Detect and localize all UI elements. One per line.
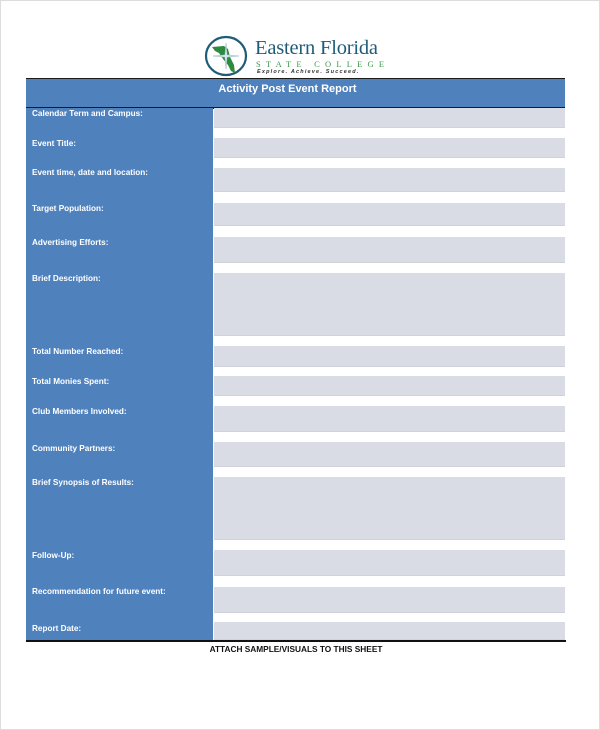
label-report-date: Report Date: bbox=[32, 624, 82, 633]
label-total-monies-spent: Total Monies Spent: bbox=[32, 377, 110, 386]
field-advertising-efforts[interactable] bbox=[214, 237, 565, 263]
label-event-time-location: Event time, date and location: bbox=[32, 168, 149, 177]
label-target-population: Target Population: bbox=[32, 204, 104, 213]
florida-compass-emblem-icon bbox=[204, 35, 248, 77]
college-logo bbox=[204, 35, 404, 77]
label-calendar-term: Calendar Term and Campus: bbox=[32, 109, 143, 118]
field-recommendation[interactable] bbox=[214, 587, 565, 613]
attach-visuals-note: ATTACH SAMPLE/VISUALS TO THIS SHEET bbox=[209, 644, 383, 654]
label-total-number-reached: Total Number Reached: bbox=[32, 347, 124, 356]
college-tagline: Explore. Achieve. Succeed. bbox=[257, 69, 360, 75]
label-event-title: Event Title: bbox=[32, 139, 76, 148]
field-brief-synopsis[interactable] bbox=[214, 477, 565, 540]
label-brief-description: Brief Description: bbox=[32, 274, 101, 283]
table-bottom-rule bbox=[26, 640, 566, 642]
field-total-number-reached[interactable] bbox=[214, 346, 565, 367]
field-event-title[interactable] bbox=[214, 138, 565, 158]
label-advertising-efforts: Advertising Efforts: bbox=[32, 238, 109, 247]
field-target-population[interactable] bbox=[214, 203, 565, 226]
field-brief-description[interactable] bbox=[214, 273, 565, 336]
field-total-monies-spent[interactable] bbox=[214, 376, 565, 396]
form-header bbox=[26, 78, 565, 109]
field-follow-up[interactable] bbox=[214, 550, 565, 576]
college-subtitle: STATE COLLEGE bbox=[256, 59, 390, 69]
field-calendar-term[interactable] bbox=[214, 108, 565, 128]
field-club-members-involved[interactable] bbox=[214, 406, 565, 432]
field-event-time-location[interactable] bbox=[214, 168, 565, 192]
field-report-date[interactable] bbox=[214, 622, 565, 640]
label-brief-synopsis: Brief Synopsis of Results: bbox=[32, 478, 134, 487]
form-title: Activity Post Event Report bbox=[218, 83, 357, 95]
label-community-partners: Community Partners: bbox=[32, 444, 116, 453]
label-club-members-involved: Club Members Involved: bbox=[32, 407, 127, 416]
field-community-partners[interactable] bbox=[214, 442, 565, 467]
label-column bbox=[26, 108, 213, 640]
label-follow-up: Follow-Up: bbox=[32, 551, 75, 560]
college-name: Eastern Florida bbox=[255, 37, 378, 59]
label-recommendation: Recommendation for future event: bbox=[32, 587, 166, 596]
